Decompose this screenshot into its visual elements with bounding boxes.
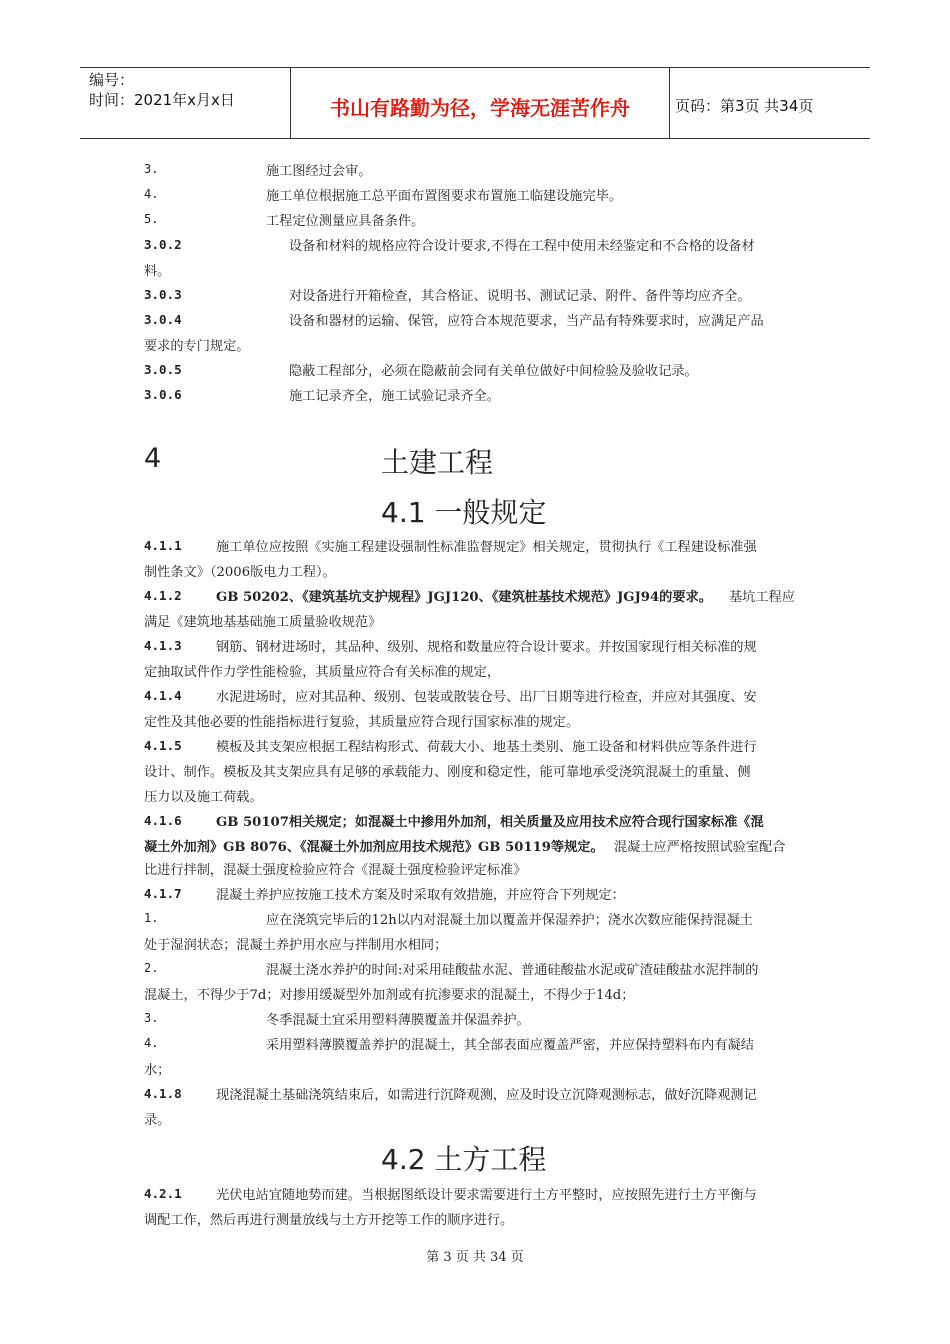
clause-number: 3.0.4 [144,312,182,327]
list-item-text: 施工图经过会审。 [266,164,372,179]
clause-number: 4.1.6 [144,813,182,828]
list-item-number: 3. [144,1011,159,1025]
list-item-text: 应在浇筑完毕后的12h以内对混凝土加以覆盖并保湿养护；浇水次数应能保持混凝土 [266,913,753,928]
list-item-text: 处于湿润状态；混凝土养护用水应与拌制用水相同； [144,938,448,953]
chapter-title: 土建工程 [381,446,494,479]
clause-text: 设计、制作。模板及其支架应具有足够的承载能力、刚度和稳定性，能可靠地承受浇筑混凝土的重量、侧 [144,765,751,780]
clause-text: 对设备进行开箱检查，其合格证、说明书、测试记录、附件、备件等均应齐全。 [289,289,751,304]
clause-number: 3.0.6 [144,387,182,402]
list-item-number: 2. [144,961,159,975]
header-page-label: 页码：第3页 共34页 [675,96,814,115]
clause-text: 混凝土应严格按照试验室配合 [614,840,786,855]
clause-text: 光伏电站宜随地势而建。当根据图纸设计要求需要进行土方平整时，应按照先进行土方平衡与 [216,1188,757,1203]
clause-text: 设备和器材的运输、保管，应符合本规范要求，当产品有特殊要求时，应满足产品 [289,314,764,329]
clause-text: 定性及其他必要的性能指标进行复验，其质量应符合现行国家标准的规定。 [144,715,580,730]
clause-text: 施工单位应按照《实施工程建设强制性标准监督规定》相关规定，贯彻执行《工程建设标准强 [216,540,757,555]
clause-text: 基坑工程应 [729,590,795,605]
clause-text: 水泥进场时，应对其品种、级别、包装或散装仓号、出厂日期等进行检查，并应对其强度、安 [216,690,757,705]
clause-text: 施工记录齐全，施工试验记录齐全。 [289,389,500,404]
list-item-text: 混凝土，不得少于7d；对掺用缓凝型外加剂或有抗渗要求的混凝土，不得少于14d； [144,988,635,1003]
list-item-number: 4. [144,1036,159,1050]
clause-number: 3.0.2 [144,237,182,252]
clause-text: 设备和材料的规格应符合设计要求,不得在工程中使用未经鉴定和不合格的设备材 [289,239,755,254]
clause-number: 3.0.3 [144,287,182,302]
header-number-label: 编号： [89,71,135,89]
clause-number: 4.2.1 [144,1186,182,1201]
clause-text-bold: GB 50107相关规定；如混凝土中掺用外加剂，相关质量及应用技术应符合现行国家标准《混 [216,815,764,830]
clause-text: 现浇混凝土基础浇筑结束后，如需进行沉降观测，应及时设立沉降观测标志，做好沉降观测记 [216,1088,757,1103]
clause-text: 调配工作，然后再进行测量放线与土方开挖等工作的顺序进行。 [144,1213,514,1228]
clause-text-bold: GB 50202、《建筑基坑支护规程》JGJ120、《建筑桩基技术规范》JGJ94的要求。 [216,590,712,605]
clause-number: 4.1.8 [144,1086,182,1101]
clause-number: 4.1.7 [144,886,182,901]
clause-number: 4.1.3 [144,638,182,653]
list-item-number: 1. [144,911,159,925]
clause-number: 3.0.5 [144,362,182,377]
list-item-number: 5. [144,212,159,226]
clause-number: 4.1.1 [144,538,182,553]
clause-number: 4.1.4 [144,688,182,703]
clause-text: 制性条文》（2006版电力工程）。 [144,565,336,580]
list-item-text: 冬季混凝土宜采用塑料薄膜覆盖并保温养护。 [266,1013,530,1028]
page-header [80,67,870,139]
section-title: 4.1 一般规定 [381,496,547,529]
header-info [80,68,290,138]
page-footer: 第 3 页 共 34 页 [426,1250,524,1265]
clause-text: 定抽取试件作力学性能检验，其质量应符合有关标准的规定， [144,665,501,680]
header-time-label: 时间：2021年x月x日 [89,91,235,109]
clause-text: 要求的专门规定。 [144,339,250,354]
clause-text: 钢筋、钢材进场时，其品种、级别、规格和数量应符合设计要求。并按国家现行相关标准的规 [216,640,757,655]
list-item-text: 施工单位根据施工总平面布置图要求布置施工临建设施完毕。 [266,189,623,204]
list-item-text: 混凝土浇水养护的时间:对采用硅酸盐水泥、普通硅酸盐水泥或矿渣硅酸盐水泥拌制的 [266,963,759,978]
clause-text-bold: 凝土外加剂》GB 8076、《混凝土外加剂应用技术规范》GB 50119等规定。 [144,840,604,855]
chapter-number: 4 [144,443,162,474]
list-item-text: 采用塑料薄膜覆盖养护的混凝土，其全部表面应覆盖严密，并应保持塑料布内有凝结 [266,1038,754,1053]
list-item-text: 工程定位测量应具备条件。 [266,214,425,229]
clause-text: 满足《建筑地基基础施工质量验收规范》 [144,615,382,630]
clause-text: 录。 [144,1113,171,1128]
list-item-number: 4. [144,187,159,201]
list-item-text: 水； [144,1063,171,1078]
clause-number: 4.1.5 [144,738,182,753]
clause-text: 料。 [144,264,171,279]
section-title: 4.2 土方工程 [381,1143,547,1176]
clause-text: 比进行拌制，混凝土强度检验应符合《混凝土强度检验评定标准》 [144,863,527,878]
clause-text: 模板及其支架应根据工程结构形式、荷载大小、地基土类别、施工设备和材料供应等条件进行 [216,740,757,755]
clause-text: 压力以及施工荷载。 [144,790,263,805]
list-item-number: 3. [144,162,159,176]
clause-number: 4.1.2 [144,588,182,603]
header-motto: 书山有路勤为径，学海无涯苦作舟 [290,68,670,138]
clause-text: 混凝土养护应按施工技术方案及时采取有效措施，并应符合下列规定： [216,888,625,903]
clause-text: 隐蔽工程部分，必须在隐蔽前会同有关单位做好中间检验及验收记录。 [289,364,698,379]
